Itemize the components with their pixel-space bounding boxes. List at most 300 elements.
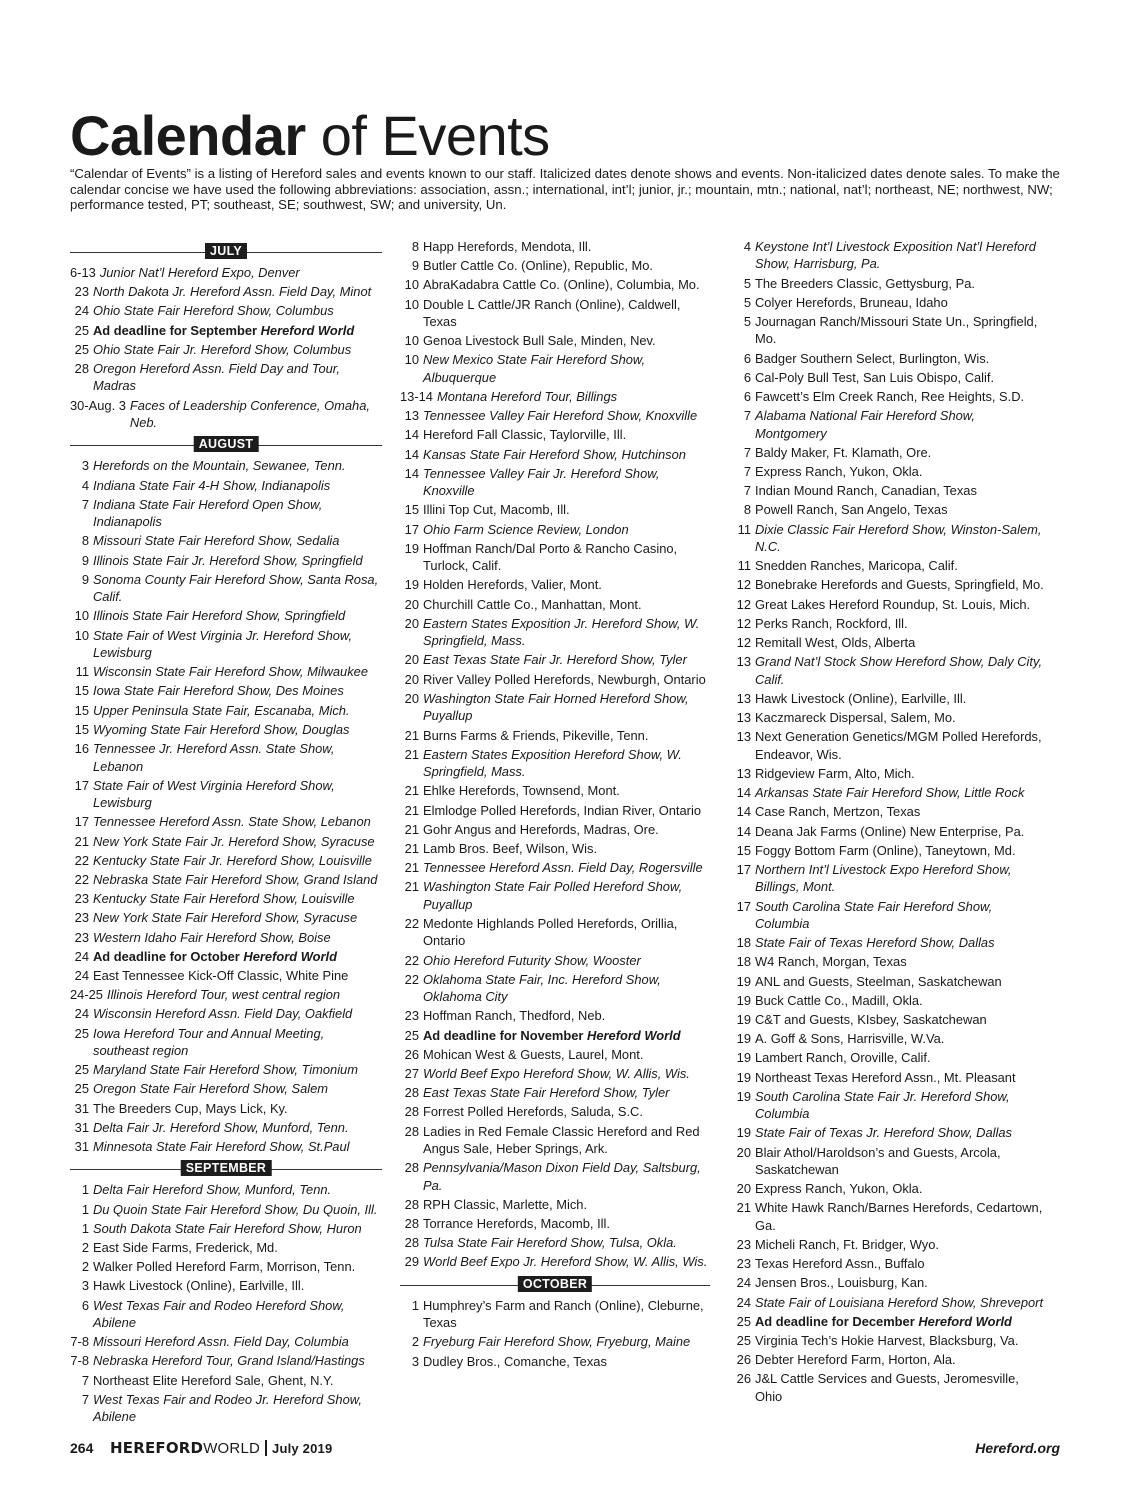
event-item bbox=[70, 1100, 382, 1117]
event-date: 10 bbox=[404, 352, 419, 368]
event-item bbox=[732, 1011, 1044, 1028]
event-date: 21 bbox=[404, 746, 419, 762]
event-date: 28 bbox=[404, 1196, 419, 1212]
event-date: 10 bbox=[404, 296, 419, 312]
event-text bbox=[423, 878, 710, 913]
event-date: 2 bbox=[81, 1239, 89, 1255]
event-date: 23 bbox=[404, 1008, 419, 1024]
event-date: 13 bbox=[736, 765, 751, 781]
event-title: Express Ranch, Yukon, Okla. bbox=[755, 1181, 923, 1197]
event-title: Eastern States Exposition Hereford Show, W. Springfield, Mass. bbox=[423, 746, 682, 780]
event-title: Humphrey’s Farm and Ranch (Online), Cleburne, Texas bbox=[423, 1297, 704, 1331]
event-date: 19 bbox=[736, 1088, 751, 1104]
event-title: Oregon Hereford Assn. Field Day and Tour, Madras bbox=[93, 361, 340, 394]
event-title: Perks Ranch, Rockford, Ill. bbox=[755, 615, 908, 631]
event-item bbox=[400, 446, 710, 463]
event-title: Washington State Fair Polled Hereford Show, Puyallup bbox=[423, 879, 683, 912]
event-date: 25 bbox=[74, 341, 89, 357]
event-item bbox=[400, 238, 710, 255]
event-text bbox=[93, 1372, 382, 1389]
event-title: Gohr Angus and Herefords, Madras, Ore. bbox=[423, 821, 659, 837]
event-title: Alabama National Fair Hereford Show, Montgomery bbox=[755, 408, 975, 441]
event-text bbox=[755, 823, 1044, 840]
event-item bbox=[70, 1372, 382, 1389]
event-text bbox=[100, 264, 382, 281]
event-title: Indiana State Fair Hereford Open Show, Indianapolis bbox=[93, 496, 323, 530]
event-item bbox=[70, 1352, 382, 1369]
event-text bbox=[755, 709, 1044, 726]
event-item bbox=[70, 663, 382, 680]
event-item bbox=[400, 276, 710, 293]
event-text bbox=[755, 842, 1044, 859]
event-title: Wisconsin Hereford Assn. Field Day, Oakfield bbox=[93, 1006, 353, 1022]
event-text bbox=[755, 861, 1044, 896]
event-title: Northeast Texas Hereford Assn., Mt. Pleasant bbox=[755, 1069, 1016, 1085]
event-title: State Fair of Louisiana Hereford Show, Shreveport bbox=[755, 1294, 1044, 1310]
event-title: Case Ranch, Mertzon, Texas bbox=[755, 804, 921, 820]
event-text bbox=[755, 803, 1044, 820]
event-text bbox=[755, 765, 1044, 782]
event-item bbox=[70, 1391, 382, 1426]
event-title: Western Idaho Fair Hereford Show, Boise bbox=[93, 929, 331, 945]
event-title: Dudley Bros., Comanche, Texas bbox=[423, 1353, 607, 1369]
event-date: 10 bbox=[404, 333, 419, 349]
event-date: 12 bbox=[736, 615, 751, 631]
event-date: 20 bbox=[404, 615, 419, 631]
event-item bbox=[400, 821, 710, 838]
event-date: 12 bbox=[736, 635, 751, 651]
event-title: South Carolina State Fair Hereford Show, Columbia bbox=[755, 898, 993, 931]
event-title: Ohio Farm Science Review, London bbox=[423, 521, 629, 537]
event-date: 21 bbox=[736, 1200, 751, 1216]
event-title: Keystone Int’l Livestock Exposition Nat’l Hereford Show, Harrisburg, Pa. bbox=[755, 239, 1036, 272]
event-text bbox=[93, 1138, 382, 1155]
event-date: 22 bbox=[404, 971, 419, 987]
event-date: 13 bbox=[736, 654, 751, 670]
event-date: 7 bbox=[743, 408, 751, 424]
event-date: 3 bbox=[81, 458, 89, 474]
event-text bbox=[423, 1027, 710, 1044]
event-date: 23 bbox=[74, 910, 89, 926]
event-text bbox=[93, 1277, 382, 1294]
event-date: 21 bbox=[404, 860, 419, 876]
event-date: 25 bbox=[74, 1062, 89, 1078]
event-title: Hawk Livestock (Online), Earlville, Ill. bbox=[93, 1278, 305, 1294]
event-title: Oregon State Fair Hereford Show, Salem bbox=[93, 1081, 329, 1097]
event-title: Upper Peninsula State Fair, Escanaba, Mich. bbox=[93, 702, 350, 718]
event-text bbox=[93, 607, 382, 624]
event-item bbox=[400, 971, 710, 1006]
event-date: 19 bbox=[404, 577, 419, 593]
event-item bbox=[732, 407, 1044, 442]
event-text bbox=[755, 1255, 1044, 1272]
event-item bbox=[400, 407, 710, 424]
event-title: Colyer Herefords, Bruneau, Idaho bbox=[755, 294, 948, 310]
event-date: 25 bbox=[404, 1027, 419, 1043]
event-text bbox=[423, 746, 710, 781]
event-date: 21 bbox=[404, 821, 419, 837]
event-text bbox=[423, 1297, 710, 1332]
brand-bold: HEREFORD bbox=[110, 1439, 204, 1457]
event-text bbox=[755, 1069, 1044, 1086]
event-text bbox=[755, 596, 1044, 613]
event-title: RPH Classic, Marlette, Mich. bbox=[423, 1196, 588, 1212]
event-text bbox=[755, 463, 1044, 480]
calendar-column-2 bbox=[400, 238, 710, 1372]
event-date: 17 bbox=[404, 521, 419, 537]
event-title: South Dakota State Fair Hereford Show, Huron bbox=[93, 1220, 362, 1236]
event-item bbox=[732, 709, 1044, 726]
event-item bbox=[70, 813, 382, 830]
event-date: 8 bbox=[411, 239, 419, 254]
event-item bbox=[732, 1294, 1044, 1311]
event-text bbox=[423, 332, 710, 349]
event-date: 19 bbox=[736, 973, 751, 989]
event-text bbox=[423, 1253, 710, 1270]
event-date: 11 bbox=[737, 558, 751, 574]
event-date: 22 bbox=[74, 852, 89, 868]
event-text bbox=[755, 973, 1044, 990]
event-title: Next Generation Genetics/MGM Polled Herefords, Endeavor, Wis. bbox=[755, 729, 1042, 762]
event-text bbox=[93, 1201, 382, 1218]
event-date: 14 bbox=[404, 446, 419, 462]
event-item bbox=[732, 1332, 1044, 1349]
event-item bbox=[732, 238, 1044, 273]
event-date: 1 bbox=[81, 1182, 89, 1198]
event-date: 20 bbox=[404, 690, 419, 706]
event-item bbox=[732, 784, 1044, 801]
event-item bbox=[70, 477, 382, 494]
event-date: 6 bbox=[743, 369, 751, 385]
event-text bbox=[755, 501, 1044, 518]
event-item bbox=[70, 1258, 382, 1275]
event-date: 1 bbox=[411, 1297, 419, 1313]
event-text bbox=[93, 552, 382, 569]
event-text bbox=[423, 521, 710, 538]
event-text bbox=[93, 477, 382, 494]
event-date: 1 bbox=[81, 1220, 89, 1236]
event-date: 21 bbox=[404, 783, 419, 799]
website-link[interactable]: Hereford.org bbox=[975, 1440, 1060, 1456]
event-date: 30-Aug. 3 bbox=[70, 397, 126, 413]
event-title: State Fair of West Virginia Jr. Hereford Show, Lewisburg bbox=[93, 627, 353, 661]
event-text bbox=[423, 351, 710, 386]
event-title: Elmlodge Polled Herefords, Indian River, Ontario bbox=[423, 802, 702, 818]
event-title: Cal-Poly Bull Test, San Luis Obispo, Calif. bbox=[755, 369, 995, 385]
event-title: Nebraska Hereford Tour, Grand Island/Hastings bbox=[93, 1353, 365, 1369]
event-item bbox=[400, 596, 710, 613]
event-text bbox=[755, 294, 1044, 311]
event-title: New Mexico State Fair Hereford Show, Albuquerque bbox=[423, 352, 646, 385]
event-text bbox=[93, 909, 382, 926]
event-text bbox=[93, 1025, 382, 1060]
event-text bbox=[423, 782, 710, 799]
event-text bbox=[755, 1088, 1044, 1123]
event-item bbox=[70, 1138, 382, 1155]
event-title: Powell Ranch, San Angelo, Texas bbox=[755, 502, 948, 518]
event-title: East Texas State Fair Hereford Show, Tyler bbox=[423, 1085, 670, 1101]
event-date: 31 bbox=[74, 1119, 89, 1135]
event-text bbox=[755, 576, 1044, 593]
event-date: 19 bbox=[736, 1069, 751, 1085]
event-title: Faces of Leadership Conference, Omaha, Neb. bbox=[129, 397, 370, 431]
event-item bbox=[732, 1144, 1044, 1179]
event-item bbox=[400, 257, 710, 274]
event-item bbox=[400, 332, 710, 349]
event-title: Ladies in Red Female Classic Hereford and Red Angus Sale, Heber Springs, Ark. bbox=[423, 1123, 700, 1156]
title-rest: of Events bbox=[320, 104, 550, 167]
event-date: 14 bbox=[404, 465, 419, 481]
event-item bbox=[732, 615, 1044, 632]
event-text bbox=[93, 1100, 382, 1117]
event-title: Tennessee Valley Fair Jr. Hereford Show, Knoxville bbox=[423, 465, 660, 499]
event-item bbox=[732, 823, 1044, 840]
event-title: AbraKadabra Cattle Co. (Online), Columbia, Mo. bbox=[423, 277, 700, 293]
event-item bbox=[732, 275, 1044, 292]
event-text bbox=[423, 840, 710, 857]
event-item bbox=[70, 627, 382, 662]
event-item bbox=[400, 1196, 710, 1213]
event-item bbox=[732, 1088, 1044, 1123]
event-date: 17 bbox=[74, 777, 89, 793]
event-date: 28 bbox=[404, 1085, 419, 1101]
event-text bbox=[755, 350, 1044, 367]
event-date: 2 bbox=[411, 1334, 419, 1350]
event-title: Mohican West & Guests, Laurel, Mont. bbox=[423, 1046, 644, 1062]
event-text bbox=[423, 257, 710, 274]
event-item bbox=[400, 651, 710, 668]
event-date: 24-25 bbox=[70, 987, 103, 1003]
event-text bbox=[107, 986, 382, 1003]
event-date: 4 bbox=[743, 239, 751, 254]
event-title: Baldy Maker, Ft. Klamath, Ore. bbox=[755, 444, 932, 460]
brand-light: WORLD bbox=[203, 1440, 261, 1457]
event-item bbox=[732, 1236, 1044, 1253]
event-date: 13 bbox=[736, 690, 751, 706]
event-text bbox=[423, 1353, 710, 1370]
event-item bbox=[70, 302, 382, 319]
event-text bbox=[755, 1199, 1044, 1234]
event-text bbox=[755, 1144, 1044, 1179]
event-item bbox=[400, 426, 710, 443]
event-date: 9 bbox=[81, 552, 89, 568]
event-item bbox=[732, 350, 1044, 367]
event-title: East Texas State Fair Jr. Hereford Show, Tyler bbox=[423, 652, 687, 668]
page-title bbox=[70, 104, 550, 168]
event-date: 24 bbox=[74, 948, 89, 964]
event-date: 19 bbox=[736, 1011, 751, 1027]
event-text bbox=[93, 777, 382, 812]
event-text bbox=[93, 302, 382, 319]
event-item bbox=[70, 1333, 382, 1350]
event-item bbox=[732, 803, 1044, 820]
event-item bbox=[70, 1080, 382, 1097]
event-date: 25 bbox=[736, 1333, 751, 1349]
event-title: Washington State Fair Horned Hereford Show, Puyallup bbox=[423, 690, 689, 724]
event-text bbox=[755, 369, 1044, 386]
event-date: 6 bbox=[743, 350, 751, 366]
event-title: Arkansas State Fair Hereford Show, Little Rock bbox=[755, 785, 1025, 801]
event-item bbox=[70, 777, 382, 812]
event-title: Express Ranch, Yukon, Okla. bbox=[755, 464, 923, 480]
event-date: 14 bbox=[736, 785, 751, 801]
event-text bbox=[423, 276, 710, 293]
publication-name: Hereford World bbox=[587, 1027, 681, 1043]
event-title: Hoffman Ranch, Thedford, Neb. bbox=[423, 1008, 606, 1024]
event-date: 28 bbox=[404, 1235, 419, 1251]
event-text bbox=[755, 313, 1044, 348]
event-title: Illinois State Fair Hereford Show, Springfield bbox=[93, 608, 346, 624]
event-item bbox=[400, 1123, 710, 1158]
event-text bbox=[423, 727, 710, 744]
event-item bbox=[400, 1046, 710, 1063]
event-date: 21 bbox=[74, 833, 89, 849]
event-item bbox=[732, 728, 1044, 763]
event-item bbox=[70, 552, 382, 569]
event-title: Double L Cattle/JR Ranch (Online), Caldwell, Texas bbox=[423, 296, 681, 330]
event-title: Ad deadline for November bbox=[423, 1027, 584, 1043]
event-item bbox=[70, 1297, 382, 1332]
event-date: 5 bbox=[743, 275, 751, 291]
event-item bbox=[400, 540, 710, 575]
event-date: 1 bbox=[81, 1201, 89, 1217]
event-item bbox=[732, 596, 1044, 613]
event-title: Jensen Bros., Louisburg, Kan. bbox=[755, 1275, 928, 1291]
event-item bbox=[400, 1234, 710, 1251]
event-date: 7-8 bbox=[70, 1353, 89, 1369]
event-item bbox=[70, 1277, 382, 1294]
event-text bbox=[93, 1220, 382, 1237]
event-title: Montana Hereford Tour, Billings bbox=[436, 389, 618, 405]
event-text bbox=[437, 388, 710, 405]
event-text bbox=[423, 1123, 710, 1158]
event-item bbox=[732, 861, 1044, 896]
event-title: Badger Southern Select, Burlington, Wis. bbox=[755, 350, 990, 366]
event-title: Ohio Hereford Futurity Show, Wooster bbox=[423, 952, 641, 968]
event-text bbox=[93, 1005, 382, 1022]
event-text bbox=[755, 1011, 1044, 1028]
event-date: 15 bbox=[736, 842, 751, 858]
event-item bbox=[732, 1069, 1044, 1086]
event-date: 6-13 bbox=[70, 265, 96, 280]
event-title: Churchill Cattle Co., Manhattan, Mont. bbox=[423, 596, 642, 612]
event-date: 5 bbox=[743, 314, 751, 330]
event-item bbox=[400, 521, 710, 538]
event-text bbox=[423, 465, 710, 500]
event-text bbox=[423, 1333, 710, 1350]
event-date: 22 bbox=[74, 871, 89, 887]
event-text bbox=[755, 1030, 1044, 1047]
event-text bbox=[755, 1332, 1044, 1349]
event-date: 25 bbox=[74, 1081, 89, 1097]
event-item bbox=[70, 360, 382, 395]
event-text bbox=[93, 929, 382, 946]
event-item bbox=[70, 721, 382, 738]
event-item bbox=[400, 746, 710, 781]
event-text bbox=[93, 833, 382, 850]
event-item bbox=[400, 501, 710, 518]
event-date: 6 bbox=[743, 389, 751, 405]
event-item bbox=[732, 690, 1044, 707]
event-item bbox=[732, 1255, 1044, 1272]
event-text bbox=[423, 1215, 710, 1232]
event-date: 28 bbox=[74, 361, 89, 377]
event-date: 23 bbox=[74, 929, 89, 945]
event-date: 23 bbox=[74, 891, 89, 907]
event-date: 19 bbox=[736, 1125, 751, 1141]
event-date: 15 bbox=[74, 683, 89, 699]
event-title: Grand Nat’l Stock Show Hereford Show, Daly City, Calif. bbox=[755, 654, 1043, 687]
event-date: 25 bbox=[736, 1313, 751, 1329]
event-title: Minnesota State Fair Hereford Show, St.Paul bbox=[93, 1138, 350, 1154]
event-title: Ohio State Fair Hereford Show, Columbus bbox=[93, 303, 334, 319]
event-date: 11 bbox=[75, 664, 89, 680]
event-text bbox=[93, 1061, 382, 1078]
event-text bbox=[93, 1080, 382, 1097]
event-date: 29 bbox=[404, 1254, 419, 1270]
event-date: 14 bbox=[736, 804, 751, 820]
event-text bbox=[755, 482, 1044, 499]
event-title: The Breeders Cup, Mays Lick, Ky. bbox=[93, 1100, 288, 1116]
event-title: Genoa Livestock Bull Sale, Minden, Nev. bbox=[423, 333, 656, 349]
event-date: 7 bbox=[743, 483, 751, 499]
event-item bbox=[70, 607, 382, 624]
event-item bbox=[70, 264, 382, 281]
event-item bbox=[400, 1297, 710, 1332]
event-title: W4 Ranch, Morgan, Texas bbox=[755, 954, 907, 970]
event-text bbox=[755, 615, 1044, 632]
event-text bbox=[755, 1313, 1044, 1330]
month-heading bbox=[70, 436, 382, 453]
event-text bbox=[93, 871, 382, 888]
event-text bbox=[423, 1196, 710, 1213]
event-text bbox=[423, 802, 710, 819]
event-text bbox=[93, 813, 382, 830]
event-item bbox=[732, 576, 1044, 593]
event-item bbox=[732, 1370, 1044, 1405]
event-title: Missouri State Fair Hereford Show, Sedalia bbox=[93, 533, 340, 549]
event-date: 10 bbox=[404, 277, 419, 293]
event-date: 24 bbox=[736, 1275, 751, 1291]
event-title: Butler Cattle Co. (Online), Republic, Mo. bbox=[423, 258, 653, 274]
event-text bbox=[755, 1236, 1044, 1253]
event-text bbox=[755, 728, 1044, 763]
event-title: Lamb Bros. Beef, Wilson, Wis. bbox=[423, 840, 598, 856]
event-title: Torrance Herefords, Macomb, Ill. bbox=[423, 1216, 610, 1231]
event-title: Wisconsin State Fair Hereford Show, Milwaukee bbox=[93, 664, 368, 680]
event-title: South Carolina State Fair Jr. Hereford Show, Columbia bbox=[755, 1088, 1010, 1122]
event-item bbox=[70, 1220, 382, 1237]
event-date: 17 bbox=[736, 898, 751, 914]
event-date: 25 bbox=[74, 1025, 89, 1041]
event-date: 19 bbox=[404, 540, 419, 556]
event-date: 13-14 bbox=[400, 389, 433, 405]
event-item bbox=[70, 1119, 382, 1136]
event-date: 20 bbox=[404, 652, 419, 668]
event-title: Great Lakes Hereford Roundup, St. Louis, Mich. bbox=[755, 596, 1031, 612]
event-title: Eastern States Exposition Jr. Hereford Show, W. Springfield, Mass. bbox=[423, 615, 700, 649]
event-title: World Beef Expo Hereford Show, W. Allis, Wis. bbox=[423, 1065, 690, 1081]
event-title: A. Goff & Sons, Harrisville, W.Va. bbox=[755, 1031, 945, 1047]
publication-name: Hereford World bbox=[918, 1313, 1012, 1329]
event-text bbox=[423, 446, 710, 463]
event-item bbox=[70, 496, 382, 531]
event-title: J&L Cattle Services and Guests, Jeromesville, Ohio bbox=[755, 1371, 1019, 1404]
event-item bbox=[400, 840, 710, 857]
event-title: Junior Nat’l Hereford Expo, Denver bbox=[99, 265, 300, 280]
event-title: Missouri Hereford Assn. Field Day, Columbia bbox=[93, 1334, 349, 1350]
event-title: Foggy Bottom Farm (Online), Taneytown, Md. bbox=[755, 842, 1016, 858]
